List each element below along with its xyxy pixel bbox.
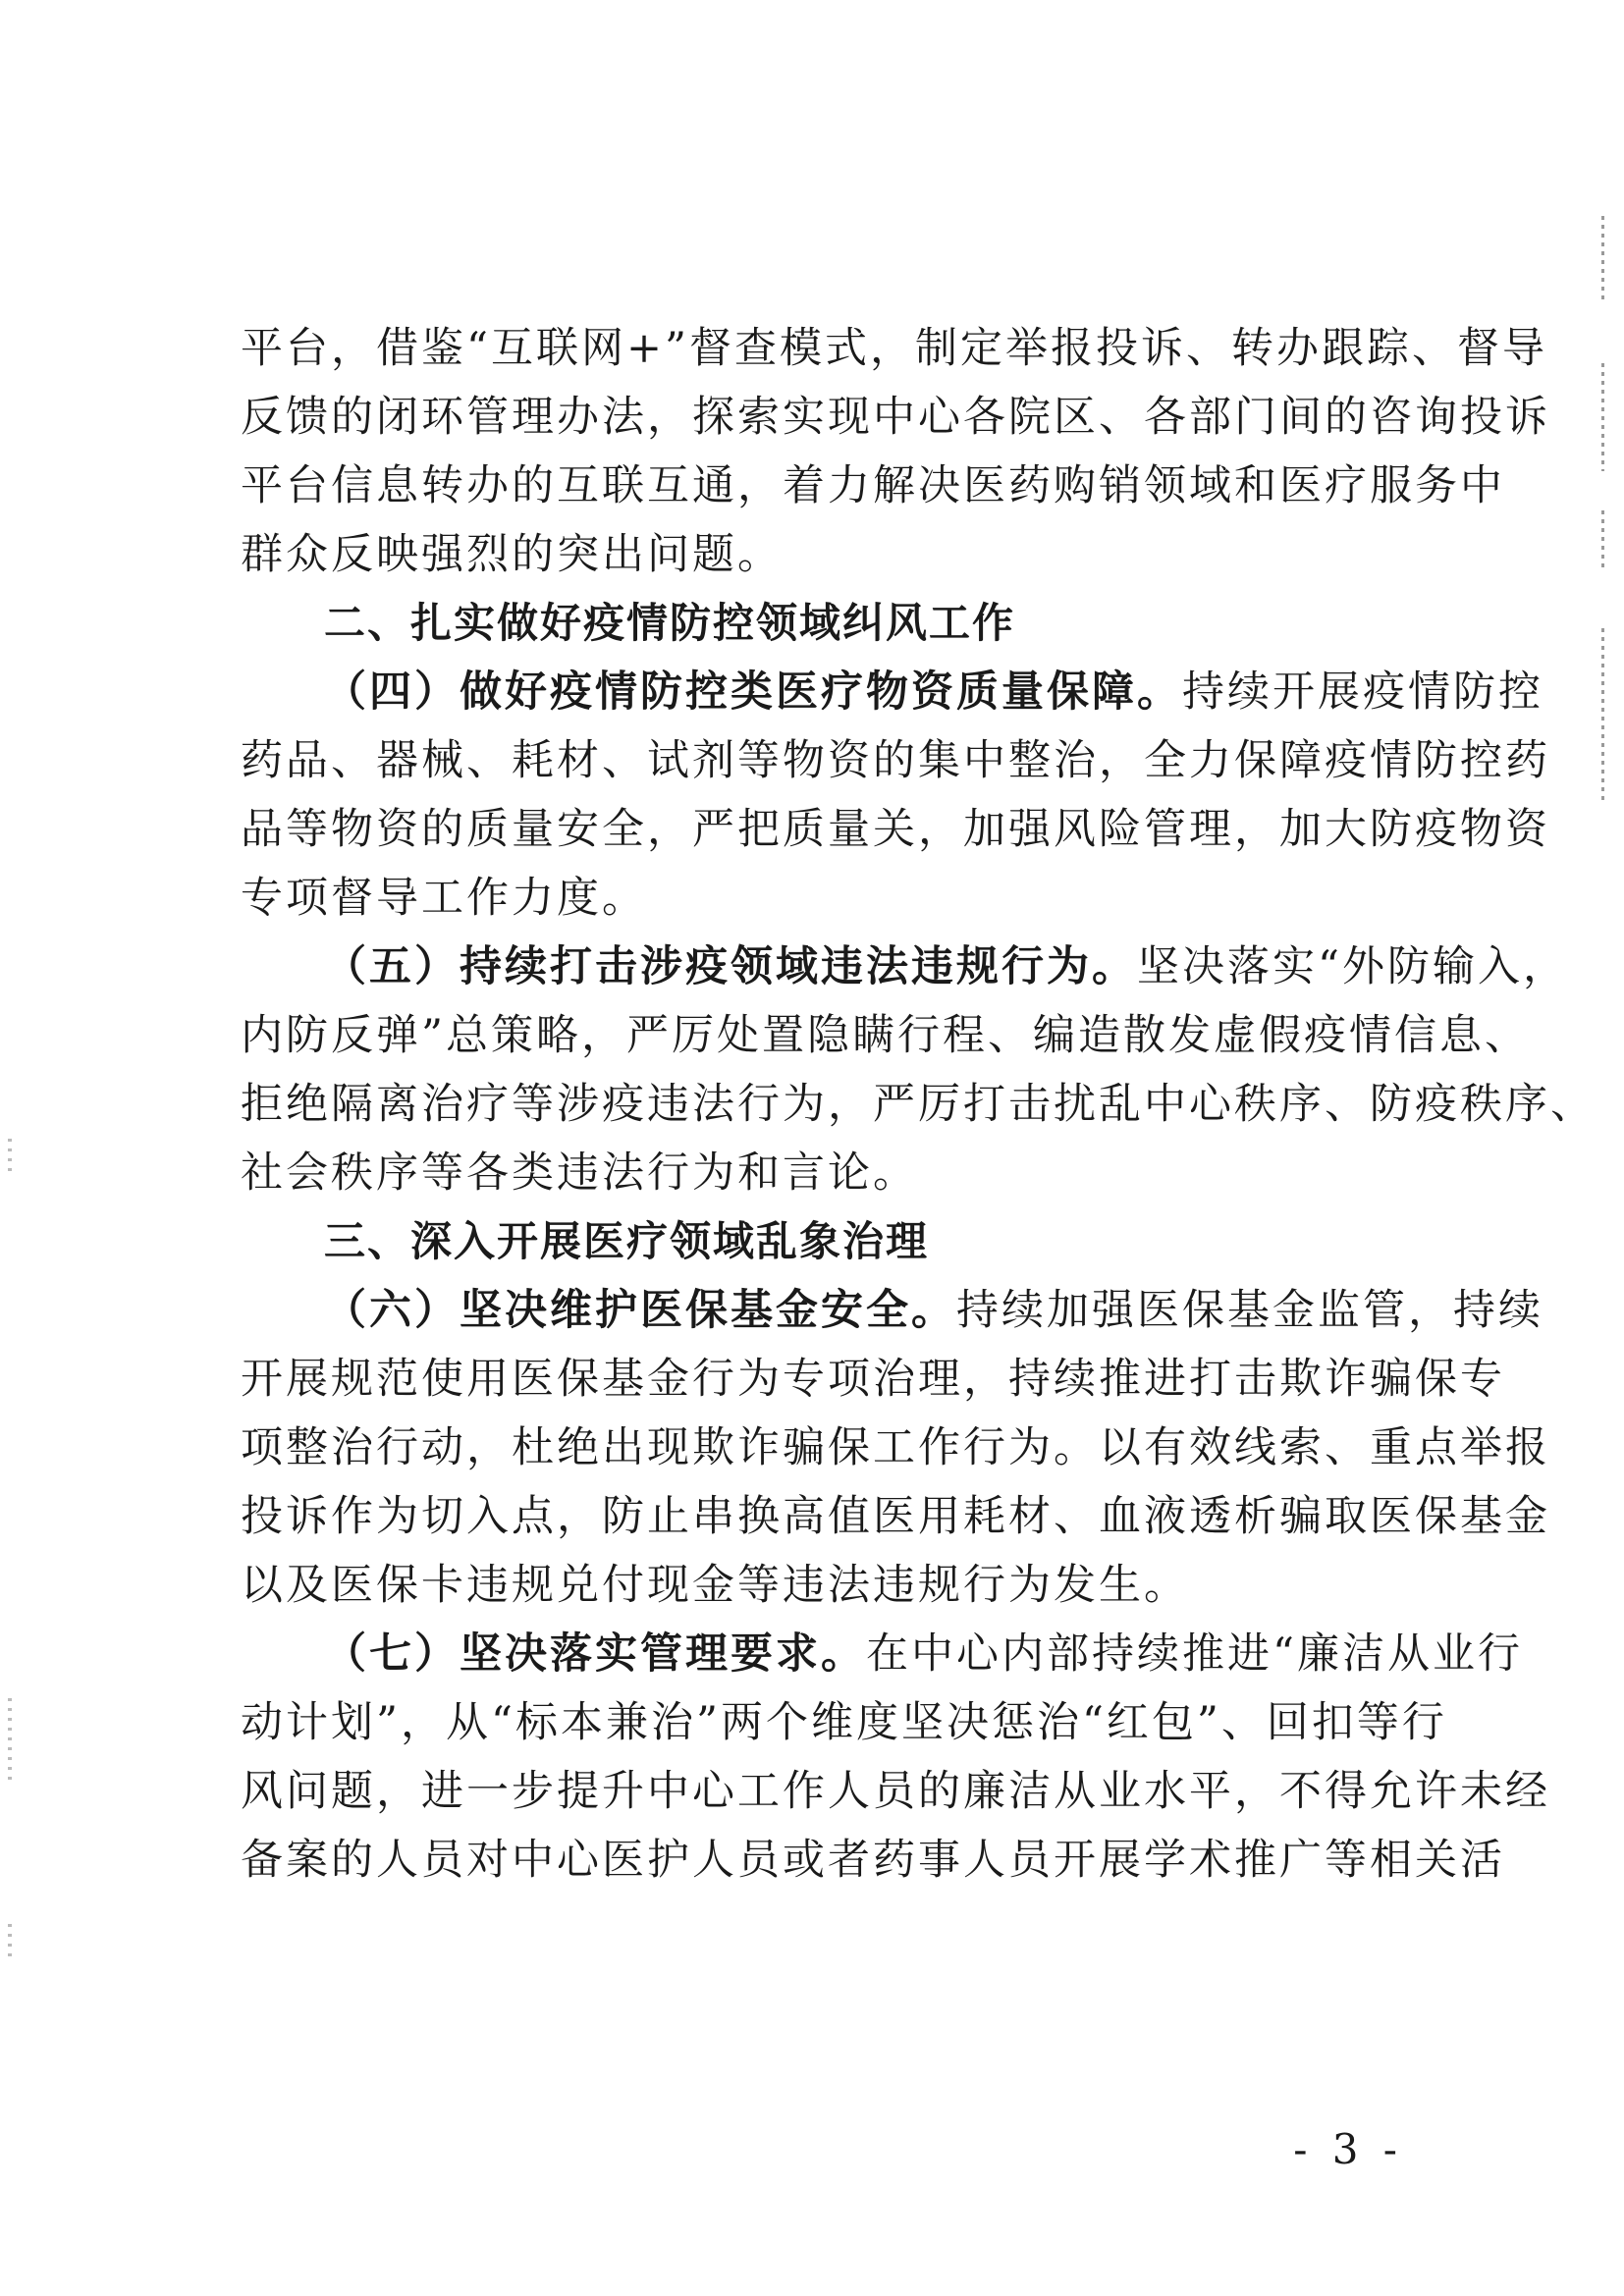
paragraph-line: 以及医保卡违规兑付现金等违法违规行为发生。 [241, 1561, 1189, 1610]
paragraph-text: 持续开展疫情防控 [1182, 667, 1543, 717]
paragraph-lead: （五）持续打击涉疫领域违法违规行为。 [324, 942, 1137, 991]
scan-mark [8, 1139, 12, 1178]
paragraph-line: 专项督导工作力度。 [241, 874, 647, 923]
paragraph-line [241, 1620, 1523, 1688]
section-heading: 二、扎实做好疫情防控领域纠风工作 [324, 599, 1016, 647]
paragraph-line: 开展规范使用医保基金行为专项治理，持续推进打击欺诈骗保专 [241, 1355, 1505, 1404]
paragraph-lead: （七）坚决落实管理要求。 [324, 1629, 866, 1679]
paragraph-line: 投诉作为切入点，防止串换高值医用耗材、血液透析骗取医保基金 [241, 1492, 1550, 1541]
paragraph-line: 反馈的闭环管理办法，探索实现中心各院区、各部门间的咨询投诉 [241, 393, 1550, 442]
page-number: - 3 - [1293, 2125, 1403, 2173]
paragraph-line: 平台，借鉴“互联网+”督查模式，制定举报投诉、转办跟踪、督导 [241, 324, 1547, 373]
paragraph-line: 项整治行动，杜绝出现欺诈骗保工作行为。以有效线索、重点举报 [241, 1423, 1550, 1472]
body-text [241, 314, 1596, 1895]
paragraph-line: 拒绝隔离治疗等涉疫违法行为，严厉打击扰乱中心秩序、防疫秩序、 [241, 1080, 1596, 1129]
paragraph-line: 备案的人员对中心医护人员或者药事人员开展学术推广等相关活 [241, 1836, 1505, 1885]
paragraph-line: 品等物资的质量安全，严把质量关，加强风险管理，加大防疫物资 [241, 805, 1550, 854]
paragraph-line: 风问题，进一步提升中心工作人员的廉洁从业水平，不得允许未经 [241, 1767, 1550, 1816]
paragraph-line [241, 933, 1568, 1001]
paragraph-lead: （四）做好疫情防控类医疗物资质量保障。 [324, 667, 1182, 717]
paragraph-line: 群众反映强烈的突出问题。 [241, 530, 783, 579]
paragraph-line: 动计划”，从“标本兼治”两个维度坚决惩治“红包”、回扣等行 [241, 1698, 1447, 1747]
scan-mark [1601, 216, 1604, 304]
paragraph-text: 持续加强医保基金监管，持续 [956, 1286, 1543, 1335]
scan-mark [8, 1924, 12, 1963]
scan-mark [1601, 510, 1604, 569]
scan-margin-marks [1585, 216, 1624, 805]
paragraph-line: 社会秩序等各类违法行为和言论。 [241, 1148, 918, 1198]
paragraph-line: 药品、器械、耗材、试剂等物资的集中整治，全力保障疫情防控药 [241, 736, 1550, 785]
paragraph-line [241, 658, 1543, 726]
paragraph-lead: （六）坚决维护医保基金安全。 [324, 1286, 956, 1335]
paragraph-text: 在中心内部持续推进“廉洁从业行 [866, 1629, 1523, 1679]
scan-mark [1601, 363, 1604, 471]
paragraph-line [241, 1276, 1543, 1345]
paragraph-line: 内防反弹”总策略，严厉处置隐瞒行程、编造散发虚假疫情信息、 [241, 1011, 1530, 1060]
scan-mark [8, 1698, 12, 1787]
scan-mark [1601, 628, 1604, 805]
section-heading: 三、深入开展医疗领域乱象治理 [324, 1217, 930, 1265]
paragraph-line: 平台信息转办的互联互通，着力解决医药购销领域和医疗服务中 [241, 461, 1505, 510]
paragraph-text: 坚决落实“外防输入， [1137, 942, 1568, 991]
